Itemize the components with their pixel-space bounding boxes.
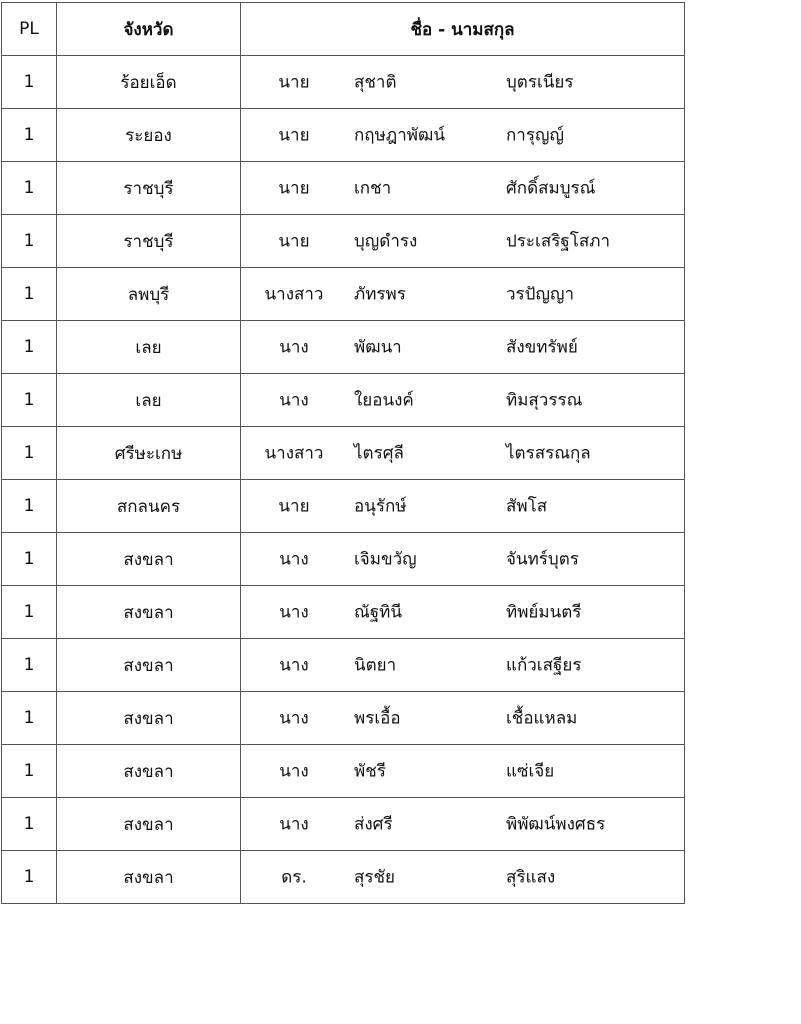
name-cell bbox=[241, 745, 685, 798]
first-name: ไตรศุลี bbox=[354, 443, 404, 464]
name-title: นาง bbox=[279, 708, 309, 729]
province-cell: สงขลา bbox=[57, 533, 241, 586]
last-name: การุญญ์ bbox=[506, 125, 564, 146]
province-cell: สงขลา bbox=[57, 586, 241, 639]
province-cell: สงขลา bbox=[57, 745, 241, 798]
first-name: ใยอนงค์ bbox=[354, 390, 414, 411]
last-name: สังขทรัพย์ bbox=[506, 337, 578, 358]
name-cell bbox=[241, 162, 685, 215]
last-name: แก้วเสฐียร bbox=[506, 655, 582, 676]
pl-cell: 1 bbox=[2, 586, 57, 639]
table-row bbox=[2, 851, 685, 904]
name-title: นางสาว bbox=[264, 284, 324, 305]
name-title: นางสาว bbox=[264, 443, 324, 464]
last-name: จันทร์บุตร bbox=[506, 549, 579, 570]
province-cell: เลย bbox=[57, 321, 241, 374]
name-cell bbox=[241, 215, 685, 268]
last-name: ศักดิ์สมบูรณ์ bbox=[506, 178, 596, 199]
last-name: ไตรสรณกุล bbox=[506, 443, 591, 464]
name-cell bbox=[241, 109, 685, 162]
table-row bbox=[2, 109, 685, 162]
first-name: ภัทรพร bbox=[354, 284, 406, 305]
pl-cell: 1 bbox=[2, 480, 57, 533]
province-cell: สงขลา bbox=[57, 639, 241, 692]
table-row bbox=[2, 533, 685, 586]
name-title: นาง bbox=[279, 761, 309, 782]
first-name: อนุรักษ์ bbox=[354, 496, 407, 517]
table-row bbox=[2, 798, 685, 851]
last-name: สัพโส bbox=[506, 496, 548, 517]
pl-cell: 1 bbox=[2, 321, 57, 374]
first-name: พรเอื้อ bbox=[354, 708, 401, 729]
last-name: พิพัฒน์พงศธร bbox=[506, 814, 606, 835]
name-cell bbox=[241, 692, 685, 745]
table-row bbox=[2, 639, 685, 692]
table-header-row bbox=[2, 3, 685, 56]
name-cell bbox=[241, 798, 685, 851]
first-name: เกชา bbox=[354, 178, 392, 199]
table-row bbox=[2, 162, 685, 215]
pl-cell: 1 bbox=[2, 745, 57, 798]
table-row bbox=[2, 427, 685, 480]
province-cell: ลพบุรี bbox=[57, 268, 241, 321]
last-name: สุริแสง bbox=[506, 867, 556, 888]
pl-cell: 1 bbox=[2, 268, 57, 321]
table-row bbox=[2, 692, 685, 745]
province-cell: ราชบุรี bbox=[57, 162, 241, 215]
last-name: แซ่เจีย bbox=[506, 761, 555, 782]
name-cell bbox=[241, 639, 685, 692]
name-title: นาย bbox=[278, 125, 310, 146]
last-name: ทิมสุวรรณ bbox=[506, 390, 583, 411]
name-cell bbox=[241, 56, 685, 109]
name-title: นาย bbox=[278, 178, 310, 199]
name-title: ดร. bbox=[281, 867, 307, 888]
first-name: บุญดำรง bbox=[354, 231, 418, 252]
pl-cell: 1 bbox=[2, 427, 57, 480]
name-cell bbox=[241, 268, 685, 321]
first-name: เจิมขวัญ bbox=[354, 549, 417, 570]
first-name: สุชาติ bbox=[354, 72, 397, 93]
name-cell bbox=[241, 851, 685, 904]
last-name: ทิพย์มนตรี bbox=[506, 602, 582, 623]
last-name: วรปัญญา bbox=[506, 284, 574, 305]
pl-cell: 1 bbox=[2, 56, 57, 109]
table-row bbox=[2, 480, 685, 533]
pl-cell: 1 bbox=[2, 374, 57, 427]
pl-cell: 1 bbox=[2, 692, 57, 745]
first-name: ส่งศรี bbox=[354, 814, 393, 835]
table-row bbox=[2, 374, 685, 427]
name-title: นาง bbox=[279, 814, 309, 835]
name-title: นาย bbox=[278, 496, 310, 517]
last-name: ประเสริฐโสภา bbox=[506, 231, 611, 252]
name-cell bbox=[241, 480, 685, 533]
name-cell bbox=[241, 533, 685, 586]
name-title: นาง bbox=[279, 602, 309, 623]
last-name: บุตรเนียร bbox=[506, 72, 574, 93]
name-cell bbox=[241, 586, 685, 639]
name-title: นาง bbox=[279, 549, 309, 570]
name-cell bbox=[241, 321, 685, 374]
participant-table bbox=[1, 2, 685, 904]
first-name: กฤษฎาพัฒน์ bbox=[354, 125, 445, 146]
name-title: นาง bbox=[279, 390, 309, 411]
pl-cell: 1 bbox=[2, 109, 57, 162]
header-pl: PL bbox=[2, 3, 57, 56]
first-name: พัชรี bbox=[354, 761, 386, 782]
pl-cell: 1 bbox=[2, 639, 57, 692]
province-cell: ระยอง bbox=[57, 109, 241, 162]
name-title: นาง bbox=[279, 655, 309, 676]
pl-cell: 1 bbox=[2, 162, 57, 215]
last-name: เชื้อแหลม bbox=[506, 708, 578, 729]
province-cell: ศรีษะเกษ bbox=[57, 427, 241, 480]
table-row bbox=[2, 586, 685, 639]
province-cell: สงขลา bbox=[57, 798, 241, 851]
table-row bbox=[2, 745, 685, 798]
table-row bbox=[2, 321, 685, 374]
table-row bbox=[2, 56, 685, 109]
header-name: ชื่อ - นามสกุล bbox=[241, 3, 685, 56]
province-cell: สงขลา bbox=[57, 692, 241, 745]
table-row bbox=[2, 268, 685, 321]
name-title: นาย bbox=[278, 72, 310, 93]
name-cell bbox=[241, 374, 685, 427]
province-cell: ร้อยเอ็ด bbox=[57, 56, 241, 109]
table-row bbox=[2, 215, 685, 268]
pl-cell: 1 bbox=[2, 215, 57, 268]
first-name: สุรชัย bbox=[354, 867, 396, 888]
pl-cell: 1 bbox=[2, 798, 57, 851]
name-title: นาง bbox=[279, 337, 309, 358]
first-name: ณัฐทินี bbox=[354, 602, 402, 623]
header-province: จังหวัด bbox=[57, 3, 241, 56]
first-name: นิตยา bbox=[354, 655, 397, 676]
first-name: พัฒนา bbox=[354, 337, 402, 358]
province-cell: สกลนคร bbox=[57, 480, 241, 533]
province-cell: เลย bbox=[57, 374, 241, 427]
pl-cell: 1 bbox=[2, 533, 57, 586]
name-cell bbox=[241, 427, 685, 480]
name-title: นาย bbox=[278, 231, 310, 252]
pl-cell: 1 bbox=[2, 851, 57, 904]
province-cell: สงขลา bbox=[57, 851, 241, 904]
province-cell: ราชบุรี bbox=[57, 215, 241, 268]
